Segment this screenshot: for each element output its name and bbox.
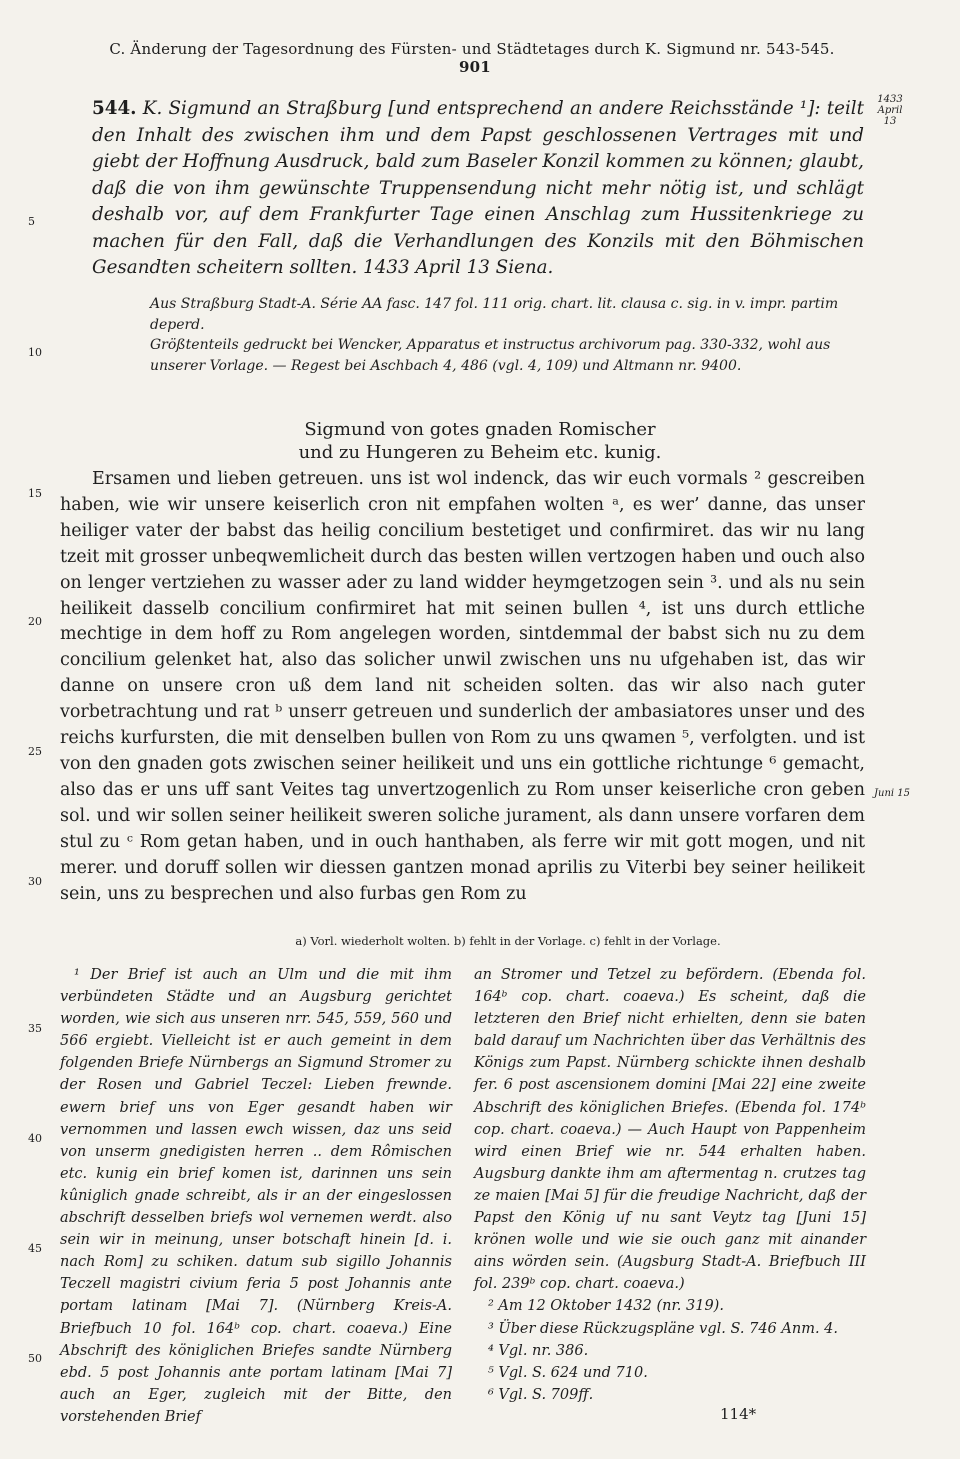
line-number: 20 bbox=[28, 615, 42, 628]
page-number: 901 bbox=[459, 58, 491, 76]
line-number: 35 bbox=[28, 1022, 42, 1035]
document-number: 544. bbox=[92, 98, 137, 119]
margin-date-mid: Juni 15 bbox=[874, 788, 910, 799]
margin-date-top bbox=[870, 94, 910, 127]
line-number: 30 bbox=[28, 875, 42, 888]
footnotes-right-column bbox=[474, 964, 866, 1406]
letter-body bbox=[60, 467, 865, 907]
footnotes-left-column bbox=[60, 964, 452, 1428]
footnote-5: ⁵ Vgl. S. 624 und 710. bbox=[488, 1364, 648, 1381]
intitulatio-line-2: und zu Hungeren zu Beheim etc. kunig. bbox=[298, 442, 662, 463]
textual-apparatus: a) Vorl. wiederholt wolten. b) fehlt in der Vorlage. c) fehlt in der Vorlage. bbox=[295, 934, 721, 948]
margin-date-year: 1433 bbox=[877, 94, 903, 105]
source-description bbox=[150, 294, 866, 376]
line-number: 45 bbox=[28, 1242, 42, 1255]
footnote-1: ¹ Der Brief ist auch an Ulm und die mit ihm verbündeten Städte und an Augsburg gerichtet worden, wie sich aus unseren nrr. 545, 559, 560 und 566 ergiebt. Vielleicht ist er auch gemeint in dem folgenden Briefe Nürnbergs an Sigmund Stromer zu der Rosen und Gabriel Teczel: Lieben frewnde. ewern brief uns von Eger gesandt haben wir vernommen und lassen ewch wissen, daz uns seid von unserm gnedigisten herren .. dem Rômischen etc. kunig ein brief komen ist, darinnen uns sein kûniglich gnade schreibt, als ir an der eingeslossen abschrift desselben briefs wol vernemen werdt. also sein wir in meinung, unser botschaft hinein [d. i. nach Rom] zu schiken. datum sub sigillo Johannis Teczell magistri civium feria 5 post Johannis ante portam latinam [Mai 7]. (Nürnberg Kreis-A. Briefbuch 10 fol. 164ᵇ cop. chart. coaeva.) Eine Abschrift des königlichen Briefes sandte Nürnberg ebd. 5 post Johannis ante portam latinam [Mai 7] auch an Eger, zugleich mit der Bitte, den vorstehenden Brief bbox=[60, 967, 452, 1425]
footnote-1-continued: an Stromer und Tetzel zu befördern. (Ebenda fol. 164ᵇ cop. chart. coaeva.) Es scheint, daß die letzteren den Brief nicht erhielten, denn sie baten bald darauf um Nachrichten über das Verhältnis des Königs zum Papst. Nürnberg schickte ihnen deshalb fer. 6 post ascensionem domini [Mai 22] eine zweite Abschrift des königlichen Briefes. (Ebenda fol. 174ᵇ cop. chart. coaeva.) — Auch Haupt von Pappenheim wird einen Brief wie nr. 544 erhalten haben. Augsburg dankte ihm am aftermentag n. crutzes tag ze maien [Mai 5] für die freudige Nachricht, daß der Papst den König uf nu sant Veytz tag [Juni 15] krönen wolle und wie sie ouch ganz mit ainander ains wörden sein. (Augsburg Stadt-A. Briefbuch III fol. 239ᵇ cop. chart. coaeva.) bbox=[474, 967, 866, 1293]
margin-date-day: April 13 bbox=[877, 105, 903, 127]
running-title: C. Änderung der Tagesordnung des Fürsten- und Städtetages durch K. Sigmund nr. 543-545. bbox=[109, 40, 835, 58]
line-number: 15 bbox=[28, 487, 42, 500]
regest-date: 1433 April 13 Siena. bbox=[363, 257, 554, 278]
source-print: Größtenteils gedruckt bei Wencker, Apparatus et instructus archivorum pag. 330-332, wohl aus unserer Vorlage. — Regest bei Aschbach 4, 486 (vgl. 4, 109) und Altmann nr. 9400. bbox=[150, 337, 831, 374]
regest-text: K. Sigmund an Straßburg [und entsprechend an andere Reichsstände ¹]: teilt den Inhalt des zwischen ihm und dem Papst geschlossenen Vertrages mit und giebt der Hoffnung Ausdruck, bald zum Baseler Konzil kommen zu können; glaubt, daß die von ihm gewünschte Truppensendung nicht mehr nötig ist, und schlägt deshalb vor, auf dem Frankfurter Tage einen Anschlag zum Hussitenkriege zu machen für den Fall, daß die Verhandlungen des Konzils mit den Böhmischen Gesandten scheitern sollten. bbox=[92, 98, 864, 278]
source-archive: Aus Straßburg Stadt-A. Série AA fasc. 147 fol. 111 orig. chart. lit. clausa c. sig. in v. impr. partim deperd. bbox=[150, 296, 839, 333]
regest-paragraph bbox=[92, 96, 864, 282]
footnote-2: ² Am 12 Oktober 1432 (nr. 319). bbox=[488, 1298, 724, 1315]
letter-intitulatio bbox=[0, 418, 960, 464]
footnote-4: ⁴ Vgl. nr. 386. bbox=[488, 1342, 589, 1359]
line-number: 5 bbox=[28, 215, 35, 228]
signature-mark: 114* bbox=[720, 1405, 757, 1423]
intitulatio-line-1: Sigmund von gotes gnaden Romischer bbox=[304, 419, 656, 440]
footnote-6: ⁶ Vgl. S. 709ff. bbox=[488, 1386, 594, 1403]
footnote-3: ³ Über diese Rückzugspläne vgl. S. 746 Anm. 4. bbox=[488, 1320, 838, 1337]
line-number: 40 bbox=[28, 1132, 42, 1145]
running-header bbox=[92, 40, 852, 76]
line-number: 50 bbox=[28, 1352, 42, 1365]
line-number: 25 bbox=[28, 745, 42, 758]
line-number: 10 bbox=[28, 346, 42, 359]
letter-body-text: Ersamen und lieben getreuen. uns ist wol indenck, das wir euch vormals ² gescreiben haben, wie wir unsere keiserlich cron nit empfahen wolten ᵃ, es wer’ danne, das unser heiliger vater der babst das heilig concilium bestetiget und confirmiret. das wir nu lang tzeit mit grosser unbeqwemlicheit durch das besten willen vertzogen haben und ouch also on lenger vertziehen zu wasser ader zu land widder heymgetzogen sein ³. und als nu sein heilikeit dasselb concilium confirmiret hat mit seinen bullen ⁴, ist uns durch ettliche mechtige in dem hoff zu Rom angelegen worden, sintdemmal der babst sich nu zu dem concilium gelenket hat, also das solicher unwil zwischen uns nu ufgehaben ist, das wir danne on unsere cron uß dem land nit scheiden solten. das wir also nach guter vorbetrachtung und rat ᵇ unserr getreuen und sunderlich der ambasiatores unser und des reichs kurfursten, die mit denselben bullen von Rom zu uns qwamen ⁵, verfolgten. und ist von den gnaden gots zwischen seiner heilikeit und uns ein gottliche richtunge ⁶ gemacht, also das er uns uff sant Veites tag unvertzogenlich zu Rom unser keiserliche cron geben sol. und wir sollen seiner heilikeit sweren soliche jurament, als dann unsere vorfaren dem stul zu ᶜ Rom getan haben, und in ouch hanthaben, als ferre wir mit gott mogen, und nit merer. und doruff sollen wir diessen gantzen monad aprilis zu Viterbi bey seiner heilikeit sein, uns zu besprechen und also furbas gen Rom zu bbox=[60, 469, 865, 904]
